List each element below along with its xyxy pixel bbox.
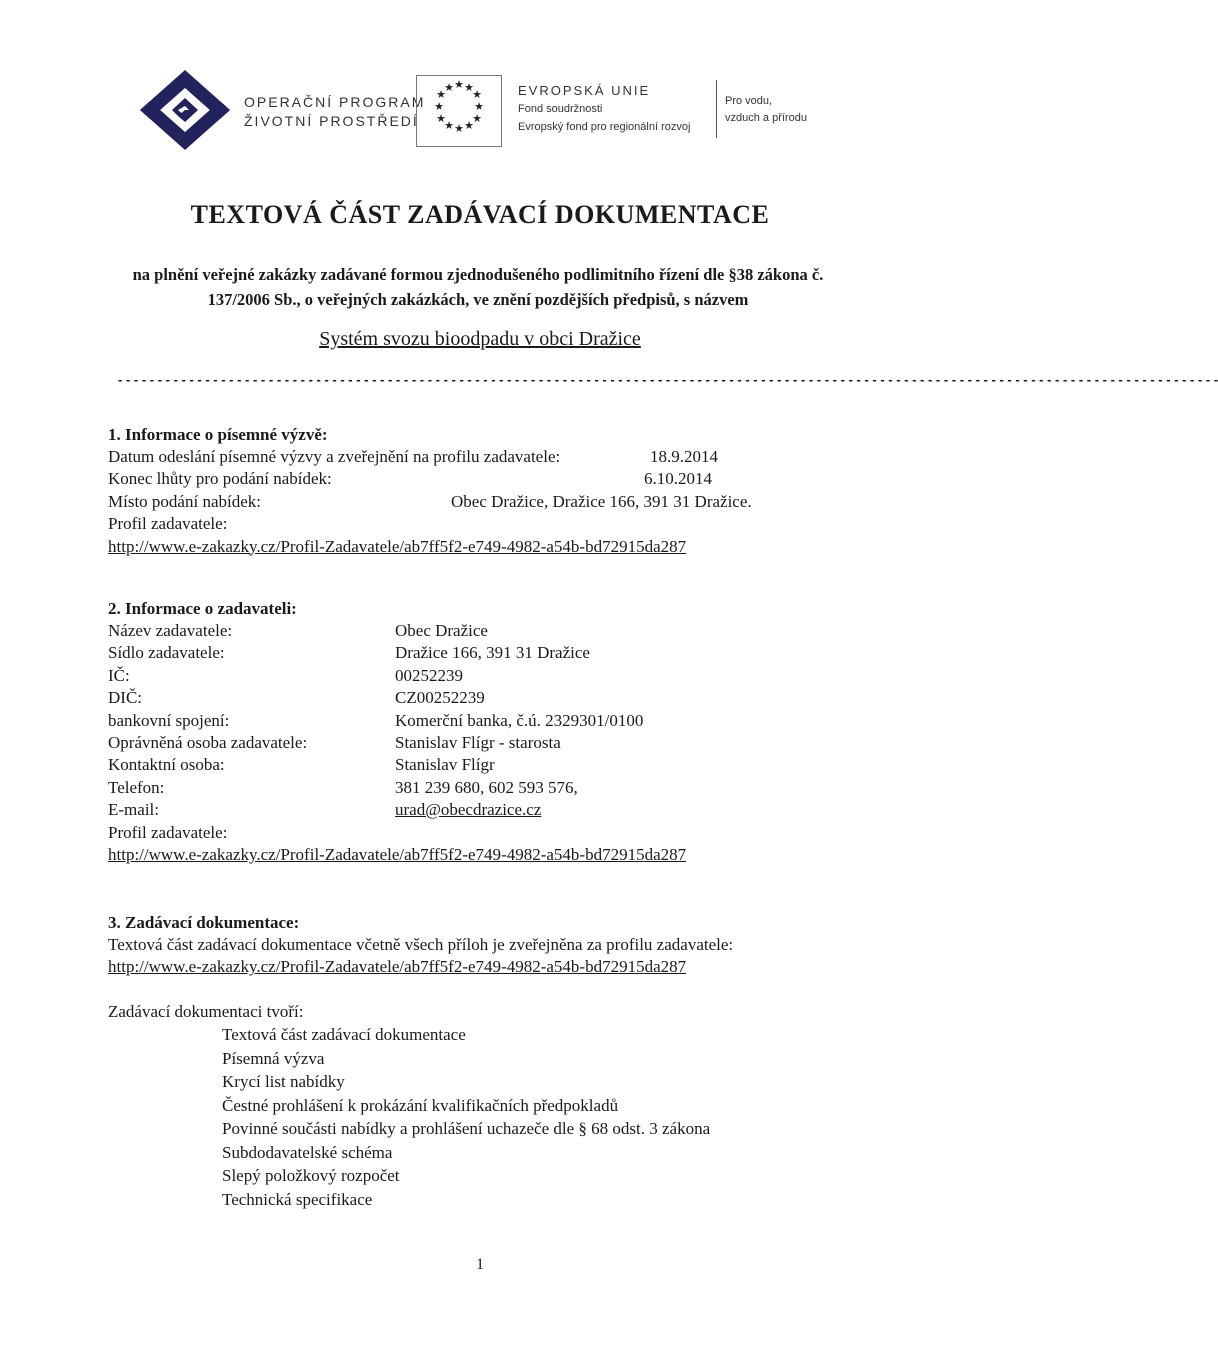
program-motto bbox=[725, 93, 807, 127]
authority-value: Obec Dražice bbox=[395, 621, 488, 640]
svg-text:★: ★ bbox=[436, 112, 446, 125]
authority-label: Sídlo zadavatele: bbox=[108, 643, 225, 663]
authority-value: CZ00252239 bbox=[395, 688, 485, 708]
authority-label: bankovní spojení: bbox=[108, 710, 230, 730]
op-program-title bbox=[244, 93, 425, 131]
section-1-heading: 1. Informace o písemné výzvě: bbox=[108, 425, 328, 444]
authority-value: 00252239 bbox=[395, 665, 463, 685]
svg-text:★: ★ bbox=[454, 122, 464, 135]
svg-text:★: ★ bbox=[436, 88, 446, 101]
project-name: Systém svozu bioodpadu v obci Dražice bbox=[319, 328, 641, 350]
documentation-text: Textová část zadávací dokumentace včetně všech příloh je zveřejněna za profilu zadavatele: bbox=[108, 935, 734, 954]
authority-row bbox=[108, 777, 868, 799]
authority-value: Dražice 166, 391 31 Dražice bbox=[395, 643, 590, 663]
section-3-heading: 3. Zadávací dokumentace: bbox=[108, 913, 300, 932]
list-item: Krycí list nabídky bbox=[222, 1072, 345, 1092]
op-line-2: ŽIVOTNÍ PROSTŘEDÍ bbox=[244, 113, 419, 129]
info-value: 6.10.2014 bbox=[644, 469, 712, 489]
opzp-logo-icon bbox=[140, 70, 230, 150]
info-value: 18.9.2014 bbox=[650, 447, 718, 466]
eu-fund-regional: Evropský fond pro regionální rozvoj bbox=[518, 121, 691, 133]
eu-flag-icon bbox=[416, 75, 502, 147]
info-label: Datum odeslání písemné výzvy a zveřejnění na profilu zadavatele: bbox=[108, 447, 561, 466]
document-title: TEXTOVÁ ČÁST ZADÁVACÍ DOKUMENTACE bbox=[190, 200, 770, 229]
section-call-info bbox=[108, 424, 868, 558]
list-item: Technická specifikace bbox=[222, 1189, 373, 1209]
section-contracting-authority bbox=[108, 598, 868, 866]
authority-row bbox=[108, 620, 868, 642]
authority-label: IČ: bbox=[108, 665, 130, 685]
authority-label: Kontaktní osoba: bbox=[108, 755, 225, 775]
info-row bbox=[108, 491, 868, 513]
dashed-divider: - - - - - - - - - - - - - - - - - - - - - - - - - - - - - - - - - - - - - - - - - - - - - - - - - - - - - - - - - - - - - - - - - - - - - - - - - - - - - - - - - - - - - - - - - - - - - - - - - - - - - - - - - - - - - - - - - - - - - - - - - - - - - - - - - - - - - - - - - - - bbox=[118, 372, 1218, 387]
documentation-list bbox=[108, 1023, 868, 1211]
eu-funding-text bbox=[518, 82, 690, 136]
svg-text:★: ★ bbox=[464, 81, 474, 94]
authority-row bbox=[108, 754, 868, 776]
svg-text:★: ★ bbox=[454, 78, 464, 91]
authority-value: Stanislav Flígr bbox=[395, 755, 495, 775]
svg-text:★: ★ bbox=[434, 100, 444, 113]
documentation-list-intro: Zadávací dokumentaci tvoří: bbox=[108, 1001, 304, 1021]
authority-label: Telefon: bbox=[108, 777, 165, 797]
svg-text:★: ★ bbox=[472, 112, 482, 125]
authority-value: Komerční banka, č.ú. 2329301/0100 bbox=[395, 710, 644, 730]
section-tender-documentation bbox=[108, 912, 868, 1211]
documentation-link[interactable]: http://www.e-zakazky.cz/Profil-Zadavatele/ab7ff5f2-e749-4982-a54b-bd72915da287 bbox=[108, 957, 687, 977]
authority-row bbox=[108, 799, 868, 821]
info-value: Obec Dražice, Dražice 166, 391 31 Dražice. bbox=[451, 491, 752, 511]
profile-link[interactable]: http://www.e-zakazky.cz/Profil-Zadavatele/ab7ff5f2-e749-4982-a54b-bd72915da287 bbox=[108, 844, 687, 864]
authority-label: E-mail: bbox=[108, 800, 159, 820]
eu-title: EVROPSKÁ UNIE bbox=[518, 83, 651, 98]
svg-text:★: ★ bbox=[444, 81, 454, 94]
info-row bbox=[108, 468, 868, 490]
list-item: Subdodavatelské schéma bbox=[222, 1142, 393, 1162]
info-label: Konec lhůty pro podání nabídek: bbox=[108, 469, 332, 489]
email-link[interactable]: urad@obecdrazice.cz bbox=[395, 800, 542, 820]
svg-text:★: ★ bbox=[474, 100, 484, 113]
profile-link[interactable]: http://www.e-zakazky.cz/Profil-Zadavatele/ab7ff5f2-e749-4982-a54b-bd72915da287 bbox=[108, 536, 687, 556]
authority-value: 381 239 680, 602 593 576, bbox=[395, 777, 578, 797]
list-item: Čestné prohlášení k prokázání kvalifikačních předpokladů bbox=[222, 1095, 619, 1115]
document-intro: na plnění veřejné zakázky zadávané formou zjednodušeného podlimitního řízení dle §38 zákona č. 137/2006 Sb., o veřejných zakázkách, ve znění pozdějších předpisů, s názvem bbox=[132, 265, 824, 309]
list-item: Textová část zadávací dokumentace bbox=[222, 1025, 466, 1045]
list-item: Povinné součásti nabídky a prohlášení uchazeče dle § 68 odst. 3 zákona bbox=[222, 1119, 711, 1139]
svg-text:★: ★ bbox=[464, 119, 474, 132]
profile-label: Profil zadavatele: bbox=[108, 822, 228, 842]
authority-label: Oprávněná osoba zadavatele: bbox=[108, 732, 308, 752]
authority-row bbox=[108, 732, 868, 754]
op-line-1: OPERAČNÍ PROGRAM bbox=[244, 94, 426, 110]
section-2-heading: 2. Informace o zadavateli: bbox=[108, 599, 297, 618]
profile-label: Profil zadavatele: bbox=[108, 514, 228, 534]
authority-row bbox=[108, 665, 868, 687]
authority-row bbox=[108, 710, 868, 732]
list-item: Písemná výzva bbox=[222, 1048, 325, 1068]
motto-line-2: vzduch a přírodu bbox=[725, 112, 807, 124]
authority-row bbox=[108, 687, 868, 709]
authority-label: DIČ: bbox=[108, 688, 142, 708]
info-label: Místo podání nabídek: bbox=[108, 491, 261, 511]
svg-text:★: ★ bbox=[472, 88, 482, 101]
page-number: 1 bbox=[476, 1256, 484, 1273]
svg-text:★: ★ bbox=[444, 119, 454, 132]
list-item: Slepý položkový rozpočet bbox=[222, 1166, 400, 1186]
eu-fund-cohesion: Fond soudržnosti bbox=[518, 103, 603, 115]
info-row bbox=[108, 446, 868, 468]
authority-value: Stanislav Flígr - starosta bbox=[395, 732, 561, 752]
authority-label: Název zadavatele: bbox=[108, 621, 233, 640]
document-header bbox=[0, 0, 960, 170]
motto-line-1: Pro vodu, bbox=[725, 95, 773, 107]
header-divider bbox=[716, 80, 717, 138]
authority-row bbox=[108, 642, 868, 664]
